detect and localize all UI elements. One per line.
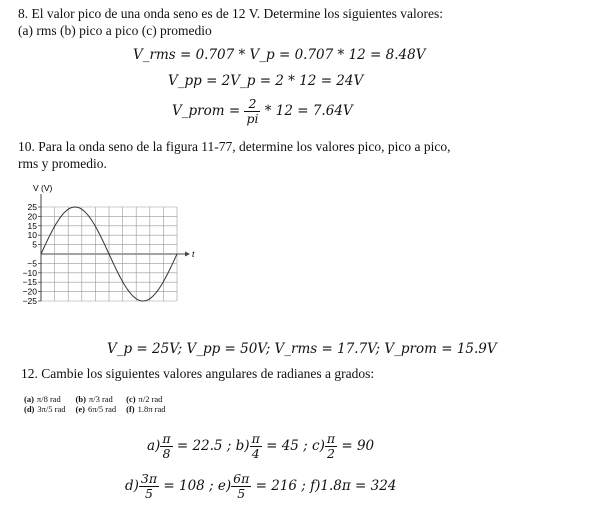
y-tick-label: −10 (22, 267, 37, 278)
y-tick-label: 5 (32, 239, 37, 250)
answer-a-fraction: $\frac{\pi}{8}$ (162, 431, 171, 461)
problem-10-statement-line1: 10. Para la onda seno de la figura 11-77, determine los valores pico, pico a pico, (18, 139, 451, 154)
equation-average-lhs: V_prom = (172, 103, 241, 119)
answer-b-result: = 45 ; (266, 438, 308, 454)
angle-item-b: (b) π/3 rad (75, 394, 113, 404)
angle-item-e: (e) 6π/5 rad (75, 404, 117, 414)
sine-wave-chart (15, 180, 205, 315)
answer-e-result: = 216 ; (255, 478, 306, 494)
answer-d-result: = 108 ; (163, 478, 214, 494)
problem-10-answer: V_p = 25V; V_pp = 50V; V_rms = 17.7V; V_prom = 15.9V (107, 341, 497, 357)
y-tick-label: 15 (27, 220, 37, 231)
x-axis-label: t (192, 249, 195, 259)
x-axis-arrow (185, 252, 190, 257)
answer-e-prefix: e) (217, 478, 232, 494)
angle-item-d: (d) 3π/5 rad (24, 404, 66, 414)
y-tick-label: −20 (22, 286, 37, 297)
answer-d-fraction: $\frac{3\pi}{5}$ (140, 471, 158, 501)
angle-item-f: (f) 1.8π rad (126, 404, 166, 414)
angle-item-c: (c) π/2 rad (126, 394, 163, 404)
answer-d-prefix: d) (125, 478, 139, 494)
answer-b-fraction: $\frac{\pi}{4}$ (251, 431, 260, 461)
answer-line-abc (147, 432, 374, 461)
answer-c-fraction: $\frac{\pi}{2}$ (326, 431, 336, 461)
answer-b-prefix: b) (235, 438, 250, 454)
answer-line-def (125, 472, 396, 501)
sine-wave-figure (15, 180, 205, 320)
equation-average-rhs: * 12 = 7.64V (264, 103, 353, 119)
answer-c-result: = 90 (341, 438, 375, 454)
problem-10-statement-line2: rms y promedio. (18, 156, 107, 171)
y-tick-label: −5 (27, 258, 37, 269)
angle-list (24, 394, 176, 414)
answer-c-prefix: c) (312, 438, 325, 454)
answer-f-prefix: f) (310, 478, 321, 494)
problem-12-statement: 12. Cambie los siguientes valores angulares de radianes a grados: (21, 366, 375, 381)
answer-e-fraction: $\frac{6\pi}{5}$ (233, 471, 250, 501)
y-tick-label: 10 (27, 230, 37, 241)
problem-8-statement: 8. El valor pico de una onda seno es de 12 V. Determine los siguientes valores: (18, 6, 444, 21)
equation-average-fraction (244, 97, 260, 126)
answer-a-prefix: a) (147, 438, 161, 454)
answer-f-result: 1.8π = 324 (320, 478, 397, 494)
answer-a-result: = 22.5 ; (176, 438, 232, 454)
y-tick-label: −25 (22, 296, 37, 306)
fraction-denominator: pi (246, 111, 259, 126)
equation-rms: V_rms = 0.707 * V_p = 0.707 * 12 = 8.48V (133, 47, 426, 63)
y-tick-label: −15 (22, 277, 37, 288)
y-tick-label: 25 (27, 202, 37, 212)
y-axis-label: V (V) (33, 183, 53, 193)
fraction-numerator: 2 (244, 97, 260, 112)
problem-8-parts: (a) rms (b) pico a pico (c) promedio (18, 23, 212, 38)
angle-item-a: (a) π/8 rad (24, 394, 61, 404)
equation-average (172, 97, 353, 126)
y-tick-label: 20 (27, 211, 37, 222)
equation-peak-to-peak: V_pp = 2V_p = 2 * 12 = 24V (168, 73, 364, 89)
